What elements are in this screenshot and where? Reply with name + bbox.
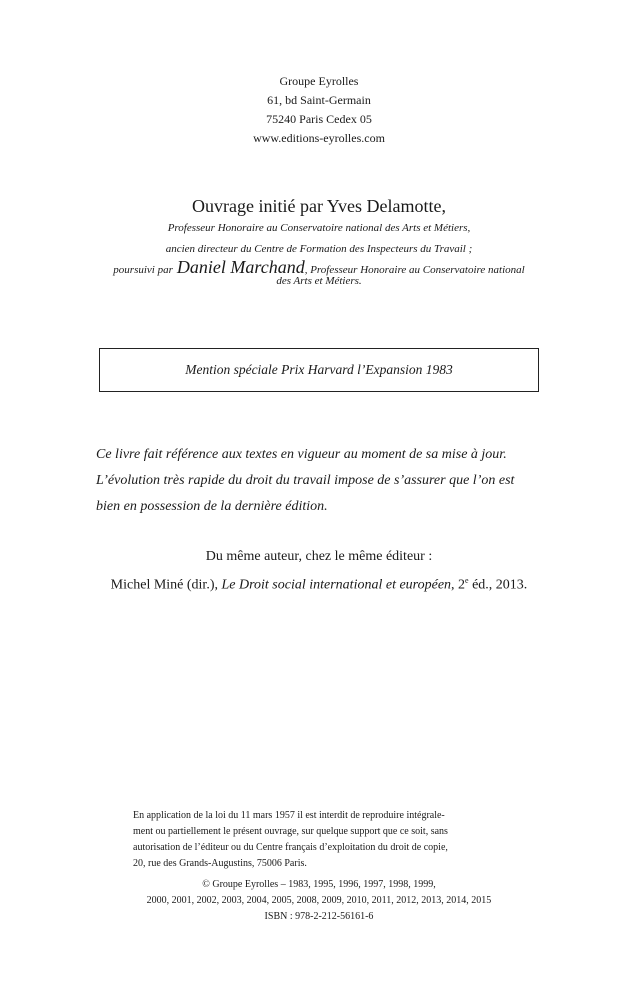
isbn: ISBN : 978-2-212-56161-6	[264, 911, 374, 922]
legal-line-3: autorisation de l’éditeur ou du Centre français d’exploitation du droit de copie,	[133, 842, 448, 853]
award-text: Mention spéciale Prix Harvard l’Expansion 1983	[185, 362, 453, 377]
same-author-book-title: Le Droit social international et européen	[221, 577, 452, 593]
origin-line-4: des Arts et Métiers.	[276, 275, 362, 287]
origin-line-1: Professeur Honoraire au Conservatoire national des Arts et Métiers,	[167, 222, 471, 234]
legal-notice	[133, 808, 513, 872]
notice-line-1: Ce livre fait référence aux textes en vigueur au moment de sa mise à jour.	[96, 447, 507, 462]
copyright-line-2: 2000, 2001, 2002, 2003, 2004, 2005, 2008, 2009, 2010, 2011, 2012, 2013, 2014, 2015	[146, 895, 492, 906]
same-author-year: éd., 2013.	[468, 577, 528, 593]
origin-line-3-suffix: , Professeur Honoraire au Conservatoire national	[304, 264, 525, 276]
publisher-address-city: 75240 Paris Cedex 05	[266, 112, 372, 126]
notice-line-3: bien en possession de la dernière édition.	[96, 499, 328, 514]
publisher-website[interactable]: www.editions-eyrolles.com	[253, 131, 385, 145]
origin-title: Ouvrage initié par Yves Delamotte,	[192, 196, 446, 216]
award-box	[99, 348, 539, 392]
legal-line-4: 20, rue des Grands-Augustins, 75006 Paris.	[133, 858, 307, 869]
origin-line-2: ancien directeur du Centre de Formation des Inspecteurs du Travail ;	[165, 243, 473, 255]
notice-line-2: L’évolution très rapide du droit du travail impose de s’assurer que l’on est	[96, 473, 515, 488]
same-author-heading: Du même auteur, chez le même éditeur :	[205, 549, 433, 564]
publisher-block	[0, 72, 638, 148]
legal-line-1: En application de la loi du 11 mars 1957 il est interdit de reproduire intégrale-	[133, 810, 445, 821]
copyright-block	[0, 877, 638, 925]
publisher-address-street: 61, bd Saint-Germain	[267, 93, 371, 107]
copyright-line-1: © Groupe Eyrolles – 1983, 1995, 1996, 1997, 1998, 1999,	[202, 879, 436, 890]
legal-line-2: ment ou partiellement le présent ouvrage, sur quelque support que ce soit, sans	[133, 826, 448, 837]
same-author-entry	[0, 576, 638, 594]
same-author-edition-sup: e	[465, 576, 469, 585]
update-notice	[96, 442, 548, 520]
publisher-name: Groupe Eyrolles	[279, 74, 359, 88]
same-author-edition: , 2	[451, 577, 466, 593]
origin-continuer-name: Daniel Marchand	[176, 257, 305, 277]
same-author-name: Michel Miné (dir.),	[110, 577, 222, 593]
origin-line-3-prefix: poursuivi par	[113, 264, 173, 276]
